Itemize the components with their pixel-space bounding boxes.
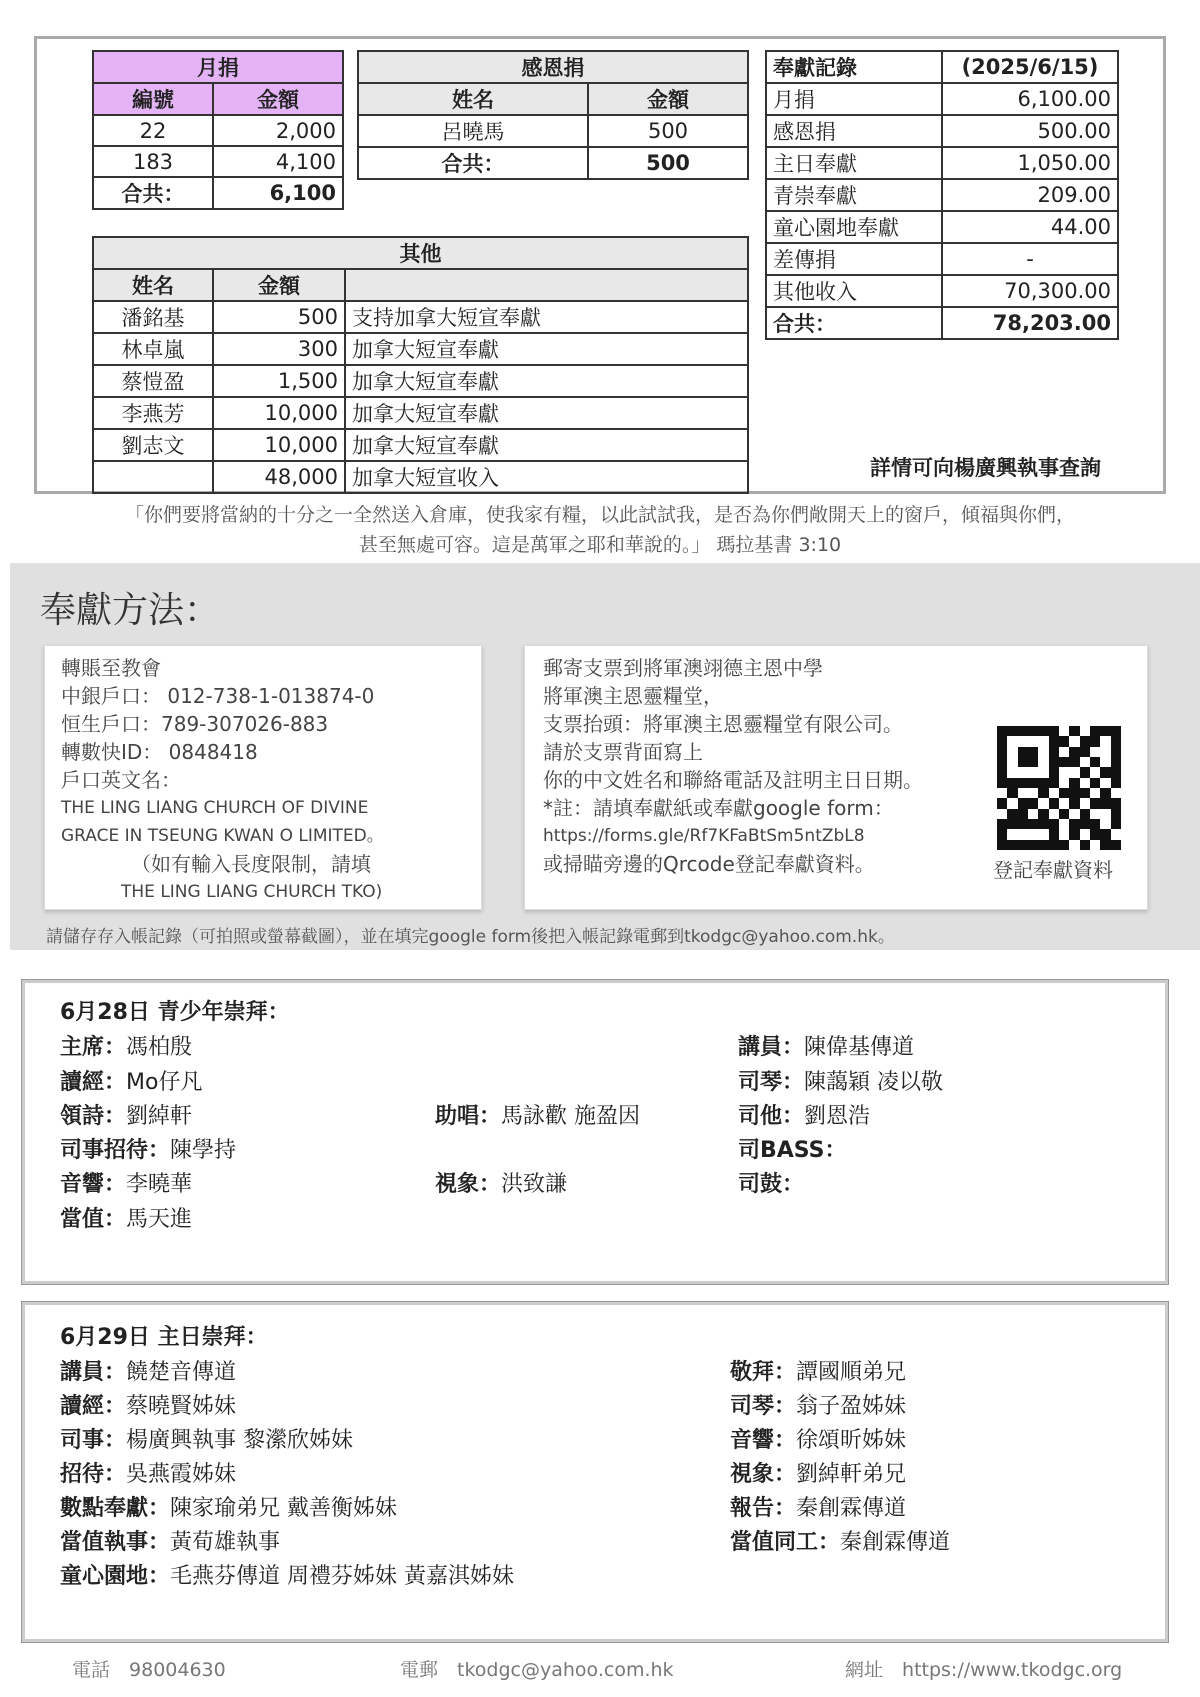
qr-module [1111,726,1121,736]
qr-module [1080,819,1090,829]
qr-module [1049,747,1059,757]
qr-module [997,726,1007,736]
qr-module [1007,829,1017,839]
record-value: - [942,243,1118,275]
qr-module [1038,819,1048,829]
qr-module [1018,829,1028,839]
other-note: 加拿大短宣奉獻 [345,429,748,461]
record-value: 1,050.00 [942,147,1118,179]
qr-module [1028,767,1038,777]
qr-module [1049,767,1059,777]
youth-duty: 當值：馬天進 [60,1207,193,1232]
qr-module [1038,736,1048,746]
qr-module [1038,747,1048,757]
qr-module [1100,767,1110,777]
qr-module [1111,736,1121,746]
monthly-amount: 4,100 [213,146,343,177]
qr-module [1049,809,1059,819]
monthly-title: 月捐 [93,51,343,83]
qr-module [1028,809,1038,819]
other-name: 林卓嵐 [93,333,213,365]
qr-module [1018,736,1028,746]
giving-note: 請儲存存入帳記錄（可拍照或螢幕截圖），並在填完google form後把入帳記錄電郵到tkodgc@yahoo.com.hk。 [46,927,895,947]
qr-module [1049,819,1059,829]
monthly-no: 22 [93,115,213,146]
qr-module [1080,767,1090,777]
inquiry-note: 詳情可向楊廣興執事查詢 [870,456,1101,480]
other-name [93,461,213,493]
other-amount: 1,500 [213,365,345,397]
qr-module [1111,778,1121,788]
card-line: 恒生戶口：789-307026-883 [61,712,329,736]
card-line: 戶口英文名： [61,768,181,792]
qr-module [1038,829,1048,839]
qr-module [997,829,1007,839]
thanksgiving-table [357,50,749,180]
card-line: 或掃瞄旁邊的Qrcode登記奉獻資料。 [543,852,875,876]
other-name: 蔡愷盈 [93,365,213,397]
qr-module [1059,840,1069,850]
qr-module [1018,726,1028,736]
table-row [766,275,1118,307]
qr-module [1100,829,1110,839]
sunday-deacon: 當值執事：黃荀雄執事 [60,1530,281,1555]
qr-module [1111,809,1121,819]
qr-module [1018,747,1028,757]
quote-line-1: 「你們要將當納的十分之一全然送入倉庫，使我家有糧，以此試試我，是否為你們敞開天上的窗戶，傾福與你們， [124,504,1075,526]
qr-module [1018,788,1028,798]
other-note: 支持加拿大短宣奉獻 [345,301,748,333]
record-label: 童心園地奉獻 [766,211,942,243]
qr-module [1038,809,1048,819]
other-amount: 48,000 [213,461,345,493]
sunday-usher: 司事：楊廣興執事 黎瀠欣姊妹 [60,1428,354,1453]
qr-module [1080,840,1090,850]
qr-module [1069,747,1079,757]
card-line: 中銀戶口： 012-738-1-013874-0 [61,684,375,708]
card-line: 將軍澳主恩靈糧堂， [543,684,723,708]
qr-module [1059,819,1069,829]
sunday-speaker: 講員：饒楚音傳道 [60,1360,237,1385]
sunday-piano: 司琴：翁子盈姊妹 [730,1394,907,1419]
qr-module [1080,809,1090,819]
qr-module [1018,798,1028,808]
other-offering-table [92,236,749,494]
qr-module [1007,788,1017,798]
qr-module [1049,829,1059,839]
youth-singer: 助唱：馬詠歡 施盈因 [435,1104,641,1129]
qr-module [1090,736,1100,746]
qr-module [1100,788,1110,798]
qr-module [1049,840,1059,850]
qr-module [997,819,1007,829]
qr-module [1059,778,1069,788]
sunday-visual: 視象：劉綽軒弟兄 [730,1462,907,1487]
thanks-total-label: 合共： [358,147,588,179]
sunday-worship-lead: 敬拜：譚國順弟兄 [730,1360,907,1385]
qr-module [1007,747,1017,757]
table-row [93,115,343,146]
bank-transfer-card [44,645,482,910]
qr-module [1007,798,1017,808]
qr-module [1038,757,1048,767]
qr-module [1018,778,1028,788]
qr-module [1080,736,1090,746]
other-amount: 10,000 [213,429,345,461]
qr-module [1100,778,1110,788]
other-note: 加拿大短宣收入 [345,461,748,493]
qr-module [1049,726,1059,736]
monthly-no: 183 [93,146,213,177]
sunday-kids: 童心園地：毛燕芬傳道 周禮芬姊妹 黃嘉淇姊妹 [60,1564,515,1589]
cheque-card [524,645,1148,910]
youth-guitar: 司他：劉恩浩 [738,1104,871,1129]
record-date: (2025/6/15) [942,51,1118,83]
table-row [93,301,748,333]
table-row [93,429,748,461]
qr-module [1090,819,1100,829]
qr-module [997,840,1007,850]
qr-module [1049,798,1059,808]
qr-module [1028,819,1038,829]
qr-module [1111,819,1121,829]
qr-module [1111,747,1121,757]
thanks-col-amount: 金額 [588,83,748,115]
qr-module [1059,726,1069,736]
table-row [93,461,748,493]
qr-module [1018,767,1028,777]
qr-module [997,798,1007,808]
qr-module [1090,726,1100,736]
table-row [93,397,748,429]
record-label: 月捐 [766,83,942,115]
card-line: 你的中文姓名和聯絡電話及註明主日日期。 [543,768,923,792]
sunday-title: 6月29日 主日崇拜： [60,1325,268,1350]
qr-module [1090,840,1100,850]
qr-module [1090,809,1100,819]
qr-module [1069,798,1079,808]
card-line: *註：請填奉獻紙或奉獻google form： [543,796,894,820]
table-row [766,83,1118,115]
other-col-amount: 金額 [213,269,345,301]
sunday-count: 數點奉獻：陳家瑜弟兄 戴善衡姊妹 [60,1496,398,1521]
youth-bass: 司BASS： [738,1138,847,1163]
google-form-link[interactable]: https://forms.gle/Rf7KFaBtSm5ntZbL8 [543,826,865,846]
qr-module [1028,798,1038,808]
qr-module [1100,819,1110,829]
qr-module [1090,798,1100,808]
monthly-total-label: 合共： [93,177,213,209]
other-name: 李燕芳 [93,397,213,429]
table-row [766,147,1118,179]
youth-sound: 音響：李曉華 [60,1172,193,1197]
thanks-title: 感恩捐 [358,51,748,83]
footer-website[interactable]: 網址 https://www.tkodgc.org [845,1659,1123,1681]
table-row [766,115,1118,147]
qr-module [1038,778,1048,788]
qr-module [1100,809,1110,819]
offering-record-table [765,50,1119,340]
sunday-reading: 讀經：蔡曉賢姊妹 [60,1394,237,1419]
qr-module [1059,747,1069,757]
youth-speaker: 講員：陳偉基傳道 [738,1035,915,1060]
qr-module [1090,757,1100,767]
table-row [766,179,1118,211]
qr-module [1100,798,1110,808]
monthly-amount: 2,000 [213,115,343,146]
other-amount: 300 [213,333,345,365]
table-row [93,146,343,177]
qr-module [1100,736,1110,746]
qr-module [1100,726,1110,736]
qr-module [1090,829,1100,839]
qr-module [1028,736,1038,746]
qr-module [997,767,1007,777]
footer-email[interactable]: 電郵 tkodgc@yahoo.com.hk [400,1659,674,1681]
other-note: 加拿大短宣奉獻 [345,365,748,397]
card-line: 支票抬頭：將軍澳主恩靈糧堂有限公司。 [543,712,903,736]
record-value: 500.00 [942,115,1118,147]
qr-module [1069,819,1079,829]
monthly-col-amount: 金額 [213,83,343,115]
record-total: 78,203.00 [942,307,1118,339]
qr-module [1028,757,1038,767]
other-amount: 500 [213,301,345,333]
sunday-staff: 當值同工：秦創霖傳道 [730,1530,951,1555]
monthly-offering-table [92,50,344,210]
qr-code-icon[interactable] [997,726,1121,850]
thanks-name: 呂曉馬 [358,115,588,147]
qr-module [1038,788,1048,798]
qr-module [1007,757,1017,767]
record-label: 青崇奉獻 [766,179,942,211]
youth-usher: 司事招待：陳學持 [60,1138,237,1163]
qr-module [1059,767,1069,777]
qr-module [1038,726,1048,736]
card-line: THE LING LIANG CHURCH TKO) [121,882,383,902]
table-row [93,365,748,397]
qr-module [1090,788,1100,798]
other-col-note [345,269,748,301]
youth-title: 6月28日 青少年崇拜： [60,1000,290,1025]
sunday-greeter: 招待：吳燕霞姊妹 [60,1462,237,1487]
qr-module [1049,736,1059,746]
record-value: 6,100.00 [942,83,1118,115]
qr-module [1111,840,1121,850]
qr-module [1059,736,1069,746]
qr-module [1059,809,1069,819]
qr-module [1007,736,1017,746]
sunday-sound: 音響：徐頌昕姊妹 [730,1428,907,1453]
other-name: 潘銘基 [93,301,213,333]
qr-module [1069,726,1079,736]
qr-caption: 登記奉獻資料 [993,858,1113,882]
qr-module [1059,829,1069,839]
qr-module [1018,819,1028,829]
qr-module [1038,840,1048,850]
record-value: 209.00 [942,179,1118,211]
qr-module [1111,798,1121,808]
qr-module [1038,798,1048,808]
qr-module [1100,747,1110,757]
record-label: 感恩捐 [766,115,942,147]
qr-module [1038,767,1048,777]
qr-module [1018,809,1028,819]
card-line: 轉數快ID： 0848418 [61,740,258,764]
qr-module [1069,788,1079,798]
other-col-name: 姓名 [93,269,213,301]
qr-module [1111,757,1121,767]
quote-line-2: 甚至無處可容。這是萬軍之耶和華說的。」 瑪拉基書 3:10 [358,534,842,556]
qr-module [1080,798,1090,808]
card-line: 郵寄支票到將軍澳翊德主恩中學 [543,656,823,680]
qr-module [1080,778,1090,788]
footer-phone: 電話 98004630 [72,1659,226,1681]
qr-module [1090,747,1100,757]
qr-module [1007,840,1017,850]
monthly-col-no: 編號 [93,83,213,115]
card-line: THE LING LIANG CHURCH OF DIVINE [61,798,369,818]
qr-module [1080,829,1090,839]
qr-module [997,757,1007,767]
record-label: 主日奉獻 [766,147,942,179]
qr-module [1007,767,1017,777]
qr-module [1028,778,1038,788]
qr-module [1111,788,1121,798]
card-line: GRACE IN TSEUNG KWAN O LIMITED。 [61,826,384,846]
qr-module [1018,840,1028,850]
qr-module [1059,798,1069,808]
qr-module [1080,757,1090,767]
qr-module [1007,726,1017,736]
record-title: 奉獻記錄 [766,51,942,83]
monthly-total: 6,100 [213,177,343,209]
other-title: 其他 [93,237,748,269]
qr-module [1028,829,1038,839]
qr-module [1069,840,1079,850]
qr-module [1028,747,1038,757]
record-value: 44.00 [942,211,1118,243]
qr-module [1007,809,1017,819]
other-note: 加拿大短宣奉獻 [345,333,748,365]
qr-module [1090,767,1100,777]
qr-module [1018,757,1028,767]
card-line: 請於支票背面寫上 [543,740,703,764]
qr-module [1080,726,1090,736]
qr-module [1069,809,1079,819]
giving-title: 奉獻方法： [40,590,221,631]
qr-module [1069,736,1079,746]
card-line: 轉賬至教會 [61,656,161,680]
youth-chair: 主席：馮柏殷 [60,1035,193,1060]
qr-module [1007,819,1017,829]
record-value: 70,300.00 [942,275,1118,307]
qr-module [1049,757,1059,767]
table-row [766,243,1118,275]
sunday-report: 報告：秦創霖傳道 [730,1496,907,1521]
qr-module [1049,788,1059,798]
qr-module [1059,757,1069,767]
qr-module [1100,757,1110,767]
qr-module [997,778,1007,788]
qr-module [1069,829,1079,839]
record-total-label: 合共： [766,307,942,339]
qr-module [1069,767,1079,777]
qr-module [1059,788,1069,798]
record-label: 差傳捐 [766,243,942,275]
scripture-quote [30,500,1170,560]
other-amount: 10,000 [213,397,345,429]
qr-module [1111,767,1121,777]
youth-visual: 視象：洪致謙 [435,1172,568,1197]
record-label: 其他收入 [766,275,942,307]
thanks-amount: 500 [588,115,748,147]
qr-module [1100,840,1110,850]
other-name: 劉志文 [93,429,213,461]
thanks-total: 500 [588,147,748,179]
table-row [766,211,1118,243]
qr-module [1080,747,1090,757]
other-note: 加拿大短宣奉獻 [345,397,748,429]
qr-module [997,788,1007,798]
table-row [358,115,748,147]
card-line: （如有輸入長度限制，請填 [131,852,371,876]
table-row [93,333,748,365]
qr-module [1069,778,1079,788]
qr-module [1028,840,1038,850]
youth-piano: 司琴：陳藹穎 凌以敬 [738,1070,944,1095]
qr-module [1080,788,1090,798]
qr-module [997,809,1007,819]
youth-drum: 司鼓： [738,1172,805,1197]
youth-worship-lead: 領詩：劉綽軒 [60,1104,193,1129]
qr-module [1028,726,1038,736]
qr-module [1028,788,1038,798]
qr-module [1090,778,1100,788]
qr-module [1111,829,1121,839]
youth-reading: 讀經：Mo仔凡 [60,1070,203,1095]
qr-module [997,736,1007,746]
qr-module [1049,778,1059,788]
qr-module [997,747,1007,757]
qr-module [1007,778,1017,788]
thanks-col-name: 姓名 [358,83,588,115]
qr-module [1069,757,1079,767]
